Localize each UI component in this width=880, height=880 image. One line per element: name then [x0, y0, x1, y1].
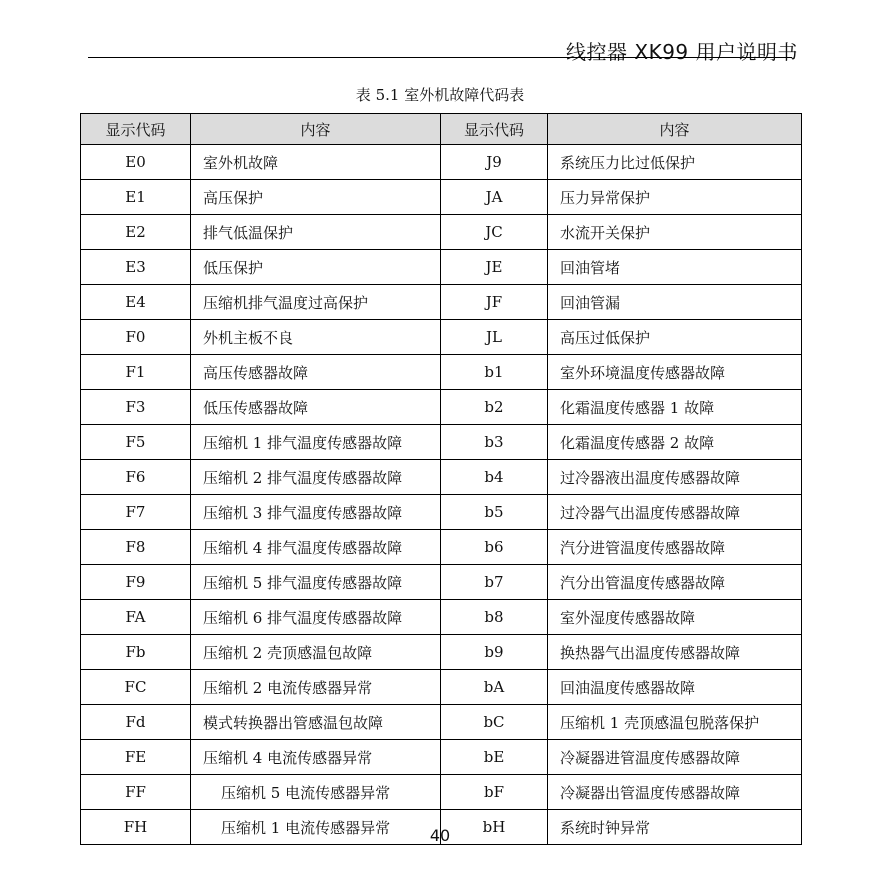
fault-code-cell: F1 [81, 355, 191, 390]
document-header-title: 线控器 XK99 用户说明书 [566, 40, 798, 64]
fault-description-cell: 压力异常保护 [548, 180, 802, 215]
table-row [81, 320, 802, 355]
fault-code-cell: b7 [441, 565, 548, 600]
table-row [81, 285, 802, 320]
fault-code-cell: bF [441, 775, 548, 810]
table-row [81, 180, 802, 215]
fault-code-cell: F5 [81, 425, 191, 460]
column-header-code: 显示代码 [81, 114, 191, 145]
fault-description-cell: 高压过低保护 [548, 320, 802, 355]
fault-description-cell: 压缩机 2 电流传感器异常 [191, 670, 441, 705]
fault-description-cell: 过冷器液出温度传感器故障 [548, 460, 802, 495]
table-row [81, 565, 802, 600]
column-header-content: 内容 [548, 114, 802, 145]
table-row [81, 740, 802, 775]
fault-description-cell: 化霜温度传感器 2 故障 [548, 425, 802, 460]
fault-description-cell: 压缩机 1 壳顶感温包脱落保护 [548, 705, 802, 740]
fault-description-cell: 压缩机 6 排气温度传感器故障 [191, 600, 441, 635]
fault-description-cell: 压缩机 5 排气温度传感器故障 [191, 565, 441, 600]
fault-code-cell: FE [81, 740, 191, 775]
table-body [81, 145, 802, 845]
fault-code-cell: F3 [81, 390, 191, 425]
fault-code-cell: b4 [441, 460, 548, 495]
fault-description-cell: 低压传感器故障 [191, 390, 441, 425]
table-header-row [81, 114, 802, 145]
fault-description-cell: 室外机故障 [191, 145, 441, 180]
fault-code-cell: FF [81, 775, 191, 810]
fault-description-cell: 压缩机 4 电流传感器异常 [191, 740, 441, 775]
fault-code-cell: JF [441, 285, 548, 320]
fault-description-cell: 压缩机 1 排气温度传感器故障 [191, 425, 441, 460]
table-row [81, 670, 802, 705]
fault-description-cell: 换热器气出温度传感器故障 [548, 635, 802, 670]
table-row [81, 705, 802, 740]
fault-description-cell: 冷凝器进管温度传感器故障 [548, 740, 802, 775]
fault-description-cell: 高压保护 [191, 180, 441, 215]
fault-description-cell: 过冷器气出温度传感器故障 [548, 495, 802, 530]
fault-description-cell: 模式转换器出管感温包故障 [191, 705, 441, 740]
fault-code-cell: J9 [441, 145, 548, 180]
column-header-content: 内容 [191, 114, 441, 145]
table-row [81, 145, 802, 180]
fault-description-cell: 汽分进管温度传感器故障 [548, 530, 802, 565]
fault-description-cell: 汽分出管温度传感器故障 [548, 565, 802, 600]
fault-code-cell: F8 [81, 530, 191, 565]
table-row [81, 530, 802, 565]
table-row [81, 635, 802, 670]
fault-description-cell: 回油管堵 [548, 250, 802, 285]
column-header-code: 显示代码 [441, 114, 548, 145]
fault-description-cell: 压缩机排气温度过高保护 [191, 285, 441, 320]
fault-description-cell: 压缩机 5 电流传感器异常 [191, 775, 441, 810]
fault-code-cell: JA [441, 180, 548, 215]
fault-code-cell: E4 [81, 285, 191, 320]
fault-code-cell: F9 [81, 565, 191, 600]
fault-code-cell: E2 [81, 215, 191, 250]
fault-description-cell: 压缩机 2 排气温度传感器故障 [191, 460, 441, 495]
header-divider [88, 57, 792, 58]
fault-description-cell: 系统时钟异常 [548, 810, 802, 845]
fault-description-cell: 化霜温度传感器 1 故障 [548, 390, 802, 425]
fault-description-cell: 压缩机 2 壳顶感温包故障 [191, 635, 441, 670]
table-row [81, 495, 802, 530]
table-row [81, 215, 802, 250]
fault-description-cell: 系统压力比过低保护 [548, 145, 802, 180]
page-number: 40 [429, 826, 451, 845]
fault-description-cell: 高压传感器故障 [191, 355, 441, 390]
fault-description-cell: 压缩机 3 排气温度传感器故障 [191, 495, 441, 530]
fault-description-cell: 回油管漏 [548, 285, 802, 320]
fault-code-cell: b3 [441, 425, 548, 460]
fault-code-cell: FC [81, 670, 191, 705]
fault-code-cell: bA [441, 670, 548, 705]
fault-description-cell: 压缩机 4 排气温度传感器故障 [191, 530, 441, 565]
fault-code-table [80, 113, 802, 845]
fault-code-cell: E3 [81, 250, 191, 285]
table-row [81, 425, 802, 460]
fault-code-cell: b6 [441, 530, 548, 565]
fault-code-cell: b8 [441, 600, 548, 635]
fault-code-cell: b1 [441, 355, 548, 390]
fault-code-cell: b2 [441, 390, 548, 425]
fault-code-cell: b9 [441, 635, 548, 670]
fault-code-cell: F7 [81, 495, 191, 530]
fault-code-cell: Fb [81, 635, 191, 670]
fault-description-cell: 外机主板不良 [191, 320, 441, 355]
fault-code-cell: E0 [81, 145, 191, 180]
table-row [81, 250, 802, 285]
fault-code-cell: bE [441, 740, 548, 775]
fault-description-cell: 室外湿度传感器故障 [548, 600, 802, 635]
fault-code-cell: Fd [81, 705, 191, 740]
fault-description-cell: 水流开关保护 [548, 215, 802, 250]
fault-code-cell: JC [441, 215, 548, 250]
fault-code-cell: JL [441, 320, 548, 355]
fault-code-cell: bH [441, 810, 548, 845]
table-row [81, 390, 802, 425]
fault-code-cell: FA [81, 600, 191, 635]
table-caption: 表 5.1 室外机故障代码表 [355, 86, 525, 104]
fault-description-cell: 回油温度传感器故障 [548, 670, 802, 705]
fault-code-cell: JE [441, 250, 548, 285]
fault-code-cell: F6 [81, 460, 191, 495]
fault-description-cell: 压缩机 1 电流传感器异常 [191, 810, 441, 845]
table-row [81, 775, 802, 810]
fault-description-cell: 低压保护 [191, 250, 441, 285]
fault-code-cell: FH [81, 810, 191, 845]
fault-description-cell: 室外环境温度传感器故障 [548, 355, 802, 390]
table-row [81, 460, 802, 495]
fault-description-cell: 冷凝器出管温度传感器故障 [548, 775, 802, 810]
fault-description-cell: 排气低温保护 [191, 215, 441, 250]
table-row [81, 600, 802, 635]
fault-code-cell: E1 [81, 180, 191, 215]
fault-code-cell: bC [441, 705, 548, 740]
table-row [81, 355, 802, 390]
fault-code-cell: b5 [441, 495, 548, 530]
fault-code-cell: F0 [81, 320, 191, 355]
